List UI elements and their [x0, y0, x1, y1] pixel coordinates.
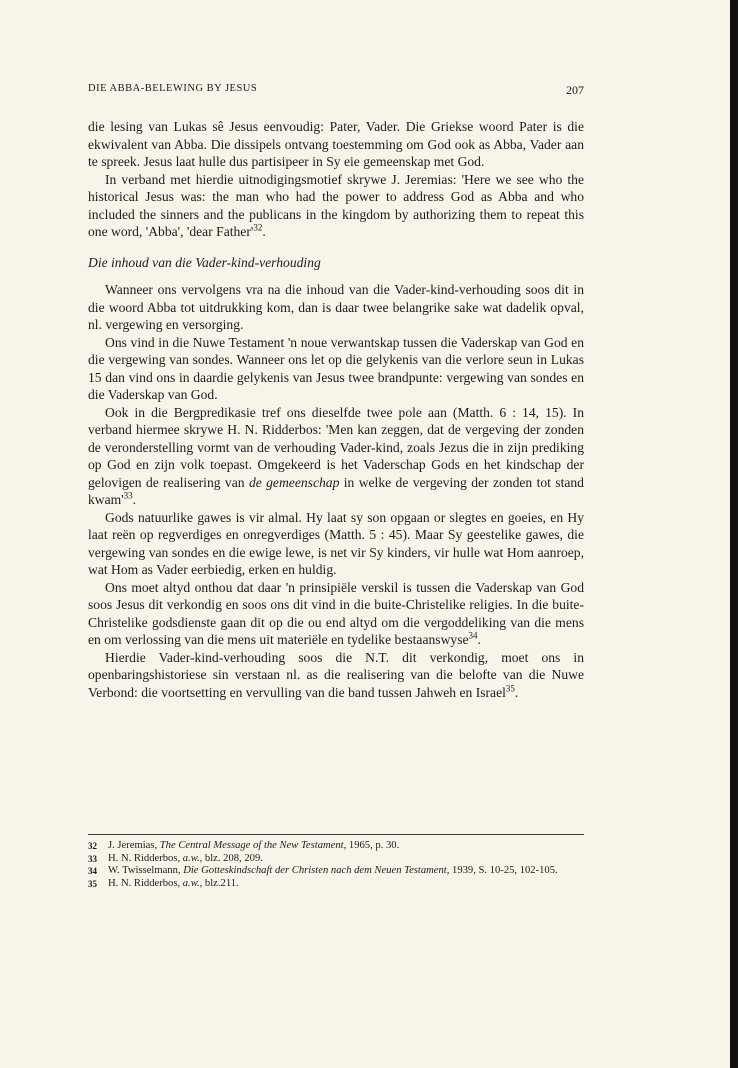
- emphasis-text: de gemeenschap: [248, 474, 340, 490]
- footnote-author: J. Jeremias,: [108, 840, 160, 851]
- footnotes: [88, 840, 584, 890]
- footnote-divider: [88, 834, 584, 835]
- footnote-ref: 33: [123, 490, 133, 501]
- footnote-ref: 35: [505, 682, 515, 693]
- paragraph: die lesing van Lukas sê Jesus eenvoudig: Pater, Vader. Die Griekse woord Pater is die ekwivalent van Abba. Die dissipels ontvang toestemming om God ook as Abba, Vader aan te spreek. Jesus laat hulle dus partisipeer in Sy eie gemeenskap met God.: [88, 119, 584, 169]
- paragraph-end: .: [514, 684, 519, 700]
- paragraph: Wanneer ons vervolgens vra na die inhoud van die Vader-kind-verhouding soos dit in die woord Abba tot uitdrukking kom, dan is daar twee belangrike sake wat dadelik opval, nl. vergewing en versorging.: [88, 282, 584, 332]
- footnote: [88, 840, 584, 853]
- footnote-ref: 34: [468, 630, 478, 641]
- running-header: [88, 83, 584, 97]
- footnote-details: 1939, S. 10-25, 102-105.: [449, 865, 558, 876]
- footnote-author: H. N. Ridderbos,: [108, 852, 183, 864]
- footnote-title: The Central Message of the New Testament,: [159, 840, 347, 851]
- footnote: [88, 865, 584, 878]
- footnote-author: H. N. Ridderbos,: [108, 877, 183, 889]
- paragraph-end: .: [132, 492, 137, 507]
- body-text: [88, 118, 584, 701]
- footnote-number: 33: [88, 853, 97, 864]
- footnote-number: 34: [88, 866, 97, 876]
- paragraph-text: Ook in die Bergpredikasie tref ons dieselfde twee pole aan (Matth. 6 : 14, 15). In verband hiermee skrywe H. N. Ridderbos: 'Men kan zeggen, dat de vergeving der zonden de veronderstelling vormt van de verhouding Vader-kind, zoals Jezus die in zijn prediking op God en zijn volk toepast. Omgekeerd is het Vaderschap Gods en het kindschap der gelovigen de realisering van: [88, 404, 584, 490]
- paragraph-text: in welke de vergeving der zonden tot stand kwam': [88, 474, 584, 507]
- footnote-title: a.w.,: [182, 877, 203, 889]
- paragraph: Ons vind in die Nuwe Testament 'n noue verwantskap tussen die Vaderskap van God en die vergewing van sondes. Wanneer ons let op die gelykenis van die verlore seun in Lukas 15 dan vind ons in daardie gelykenis van Jesus twee brandpunte: vergewing van sondes en die Vaderskap van God.: [88, 334, 584, 402]
- section-title: Die inhoud van die Vader-kind-verhouding: [88, 254, 321, 270]
- page-number: 207: [566, 83, 584, 97]
- paragraph-end: .: [477, 632, 481, 647]
- paragraph-text: In verband met hierdie uitnodigingsmotief skrywe J. Jeremias: 'Here we see who the historical Jesus was: the man who had the power to address God as Abba and who included the sinners and the publicans in the kingdom by authorizing them to repeat this one word, 'Abba', 'dear Father': [88, 171, 584, 239]
- paragraph-end: .: [262, 224, 266, 239]
- paragraph-text: Ons moet altyd onthou dat daar 'n prinsipiële verskil is tussen die Vaderskap van God soos Jesus dit verkondig en soos ons dit vind in die buite-Christelike religies. In die buite-Christelike godsdienste gaan dit op die ou end altyd om die vergoddeliking van die mens en om verlossing van die mens uit materiële en tydelike bestaanswyse: [88, 579, 584, 647]
- running-title: DIE ABBA-BELEWING BY JESUS: [88, 83, 258, 94]
- footnote-ref: 32: [253, 222, 263, 233]
- footnote-details: 1965, p. 30.: [346, 840, 400, 851]
- footnote-details: blz. 208, 209.: [202, 852, 263, 864]
- paragraph: [88, 579, 584, 649]
- footnote-details: blz.211.: [202, 877, 239, 889]
- footnote-number: 32: [88, 841, 97, 851]
- footnote-title: a.w.,: [182, 852, 203, 864]
- footnote-number: 35: [88, 878, 97, 889]
- paragraph: [88, 171, 584, 241]
- footnote: [88, 853, 584, 866]
- footnote: [88, 878, 584, 891]
- paragraph-text: Hierdie Vader-kind-verhouding soos die N.T. dit verkondig, moet ons in openbaringshistoriese sin verstaan nl. as die realisering van die belofte van die Nuwe Verbond: die voortsetting en vervulling van die band tussen Jahweh en Israel: [88, 649, 584, 700]
- footnote-title: Die Gotteskindschaft der Christen nach dem Neuen Testament,: [183, 865, 450, 876]
- footnote-author: W. Twisselmann,: [108, 865, 184, 876]
- paragraph: [88, 649, 584, 702]
- paragraph: Gods natuurlike gawes is vir almal. Hy laat sy son opgaan or slegtes en goeies, en Hy laat reën op regverdiges en onregverdiges (Matth. 5 : 45). Maar Sy geestelike gawes, die vergewing van sondes en die ewige lewe, is net vir Sy kinders, vir hulle wat Hom aanroep, wat Hom as Vader eerbiedig, erken en huldig.: [88, 509, 584, 577]
- page-edge: [730, 0, 738, 1068]
- paragraph: [88, 404, 584, 509]
